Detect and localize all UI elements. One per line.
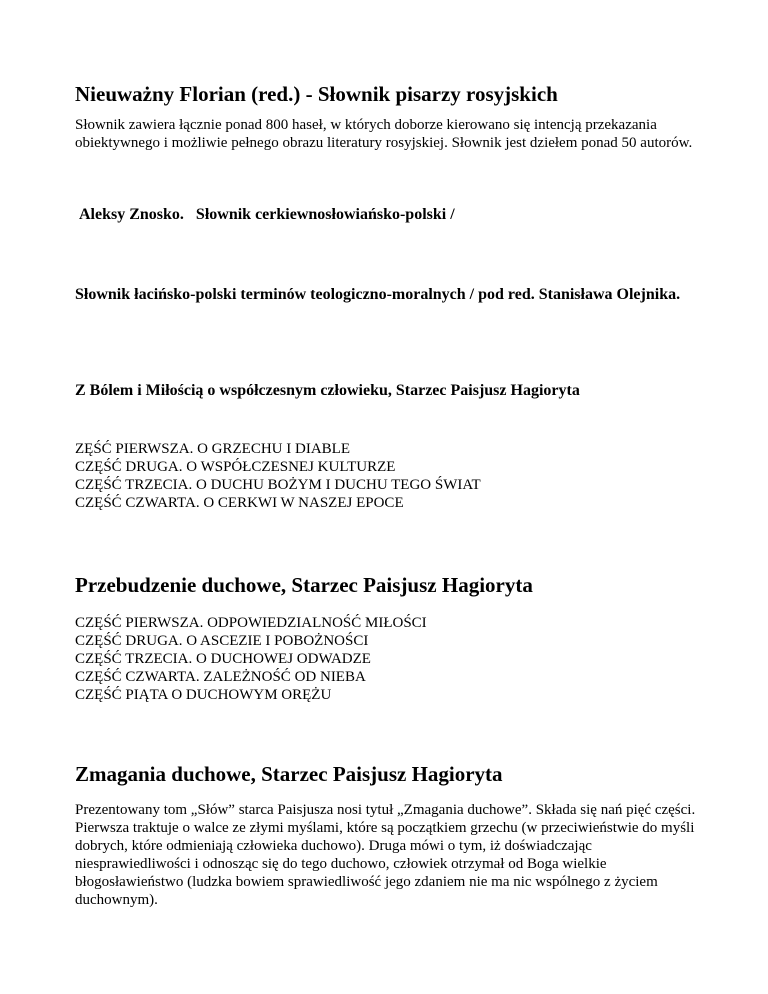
section-title: Aleksy Znosko. Słownik cerkiewnosłowiańsko-polski / [79, 206, 455, 223]
section-slownik-lacinsko-polski [75, 284, 685, 305]
list-item: ZĘŚĆ PIERWSZA. O GRZECHU I DIABLE [75, 441, 350, 457]
section-title: Nieuważny Florian (red.) - Słownik pisarzy rosyjskich [75, 82, 558, 106]
section-z-bolem-i-miloscia-list [75, 440, 715, 512]
section-przebudzenie-duchowe-list [75, 614, 715, 704]
section-body: Słownik zawiera łącznie ponad 800 haseł, w których doborze kierowano się intencją przekazania obiektywnego i możliwie pełnego obrazu literatury rosyjskiej. Słownik jest dziełem ponad 50 autorów. [75, 117, 693, 151]
section-slownik-pisarzy-body [75, 116, 703, 152]
list-item: CZĘŚĆ PIĄTA O DUCHOWYM ORĘŻU [75, 687, 332, 703]
list-item: CZĘŚĆ DRUGA. O ASCEZIE I POBOŻNOŚCI [75, 633, 369, 649]
section-title: Słownik łacińsko-polski terminów teologiczno-moralnych / pod red. Stanisława Olejnika. [75, 286, 681, 303]
section-zmagania-duchowe [75, 762, 715, 786]
list-item: CZĘŚĆ PIERWSZA. ODPOWIEDZIALNOŚĆ MIŁOŚCI [75, 615, 427, 631]
section-title: Przebudzenie duchowe, Starzec Paisjusz Hagioryta [75, 573, 533, 597]
section-body: Prezentowany tom „Słów” starca Paisjusza nosi tytuł „Zmagania duchowe”. Składa się nań pięć części. Pierwsza traktuje o walce ze złymi myślami, które są początkiem grzechu (w przeciwieństwie do myśli dobrych, które odmieniają człowieka duchowo). Druga mówi o tym, iż doświadczając niesprawiedliwości i odnosząc się do tego duchowo, człowiek otrzymał od Boga wielkie błogosławieństwo (ludzka bowiem sprawiedliwość jego zdaniem nie ma nic wspólnego z życiem duchownym). [75, 802, 696, 908]
section-przebudzenie-duchowe [75, 573, 715, 597]
list-item: CZĘŚĆ DRUGA. O WSPÓŁCZESNEJ KULTURZE [75, 459, 396, 475]
list-item: CZĘŚĆ TRZECIA. O DUCHOWEJ ODWADZE [75, 651, 371, 667]
chapter-list [75, 614, 715, 704]
chapter-list [75, 440, 715, 512]
list-item: CZĘŚĆ TRZECIA. O DUCHU BOŻYM I DUCHU TEGO ŚWIAT [75, 477, 481, 493]
section-slownik-pisarzy [75, 82, 715, 106]
section-z-bolem-i-miloscia [75, 380, 665, 401]
section-slownik-cerkiewny [75, 204, 715, 225]
list-item: CZĘŚĆ CZWARTA. O CERKWI W NASZEJ EPOCE [75, 495, 404, 511]
section-title: Z Bólem i Miłością o współczesnym człowieku, Starzec Paisjusz Hagioryta [75, 382, 580, 399]
section-zmagania-duchowe-body [75, 801, 700, 909]
section-title: Zmagania duchowe, Starzec Paisjusz Hagioryta [75, 762, 503, 786]
list-item: CZĘŚĆ CZWARTA. ZALEŻNOŚĆ OD NIEBA [75, 669, 366, 685]
